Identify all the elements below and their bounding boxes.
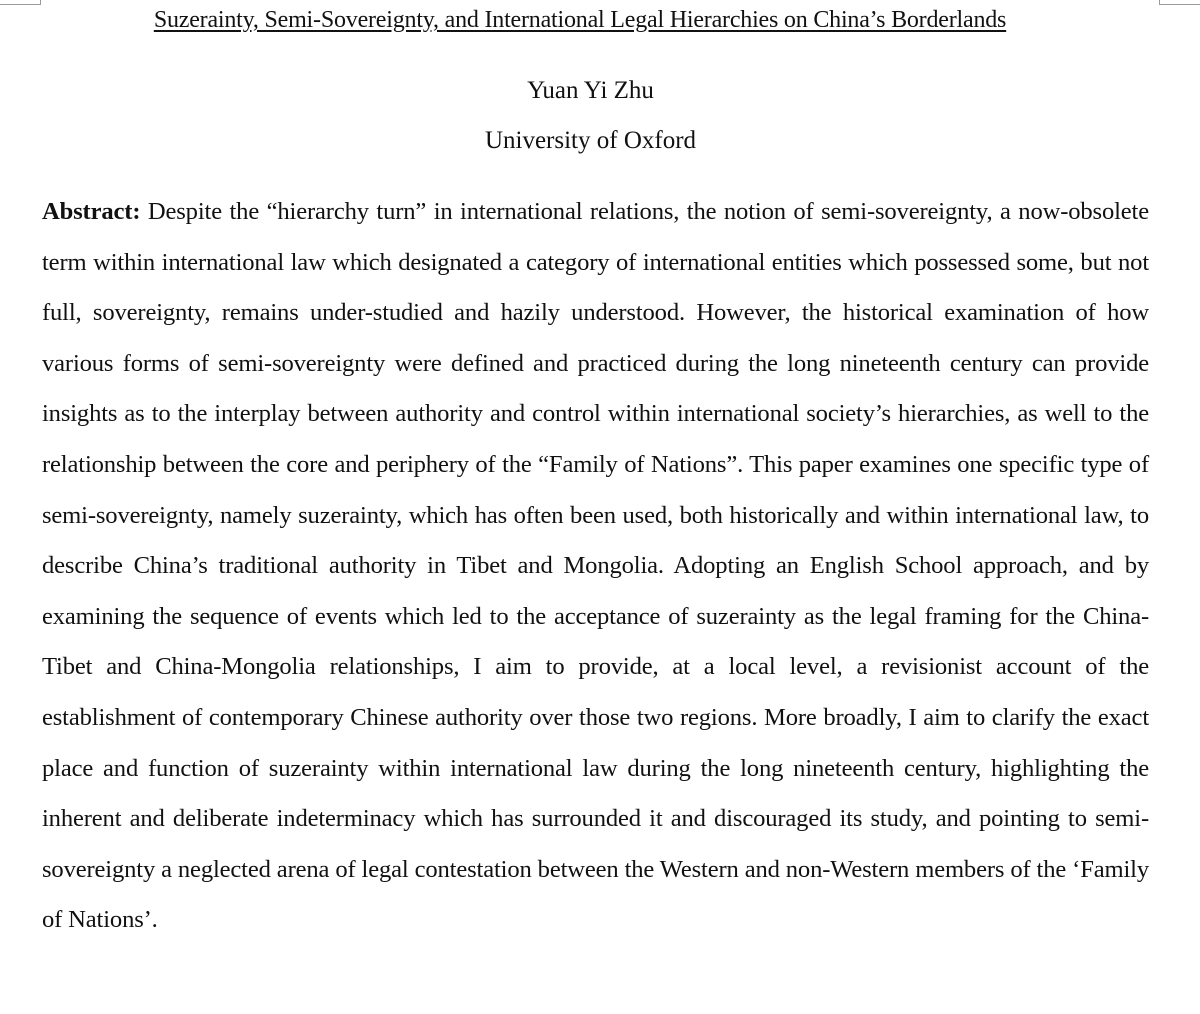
abstract-paragraph xyxy=(42,187,1149,946)
author-name: Yuan Yi Zhu xyxy=(527,77,654,104)
paper-title: Suzerainty, Semi-Sovereignty, and International Legal Hierarchies on China’s Borderlands xyxy=(153,7,1007,33)
page-corner-mark-right xyxy=(1159,0,1200,5)
abstract-label: Abstract: xyxy=(42,198,141,225)
author-affiliation: University of Oxford xyxy=(484,127,697,154)
document-page xyxy=(42,0,1149,934)
abstract-text: Despite the “hierarchy turn” in international relations, the notion of semi-sovereignty, a now-obsolete term within international law which designated a category of international entities which possessed some, but not full, sovereignty, remains under-studied and hazily understood. However, the historical examination of how various forms of semi-sovereignty were defined and practiced during the long nineteenth century can provide insights as to the interplay between authority and control within international society’s hierarchies, as well to the relationship between the core and periphery of the “Family of Nations”. This paper examines one specific type of semi-sovereignty, namely suzerainty, which has often been used, both historically and within international law, to describe China’s traditional authority in Tibet and Mongolia. Adopting an English School approach, and by examining the sequence of events which led to the acceptance of suzerainty as the legal framing for the China-Tibet and China-Mongolia relationships, I aim to provide, at a local level, a revisionist account of the establishment of contemporary Chinese authority over those two regions. More broadly, I aim to clarify the exact place and function of suzerainty within international law during the long nineteenth century, highlighting the inherent and deliberate indeterminacy which has surrounded it and discouraged its study, and pointing to semi-sovereignty a neglected arena of legal contestation between the Western and non-Western members of the ‘Family of Nations’. xyxy=(42,198,1149,934)
